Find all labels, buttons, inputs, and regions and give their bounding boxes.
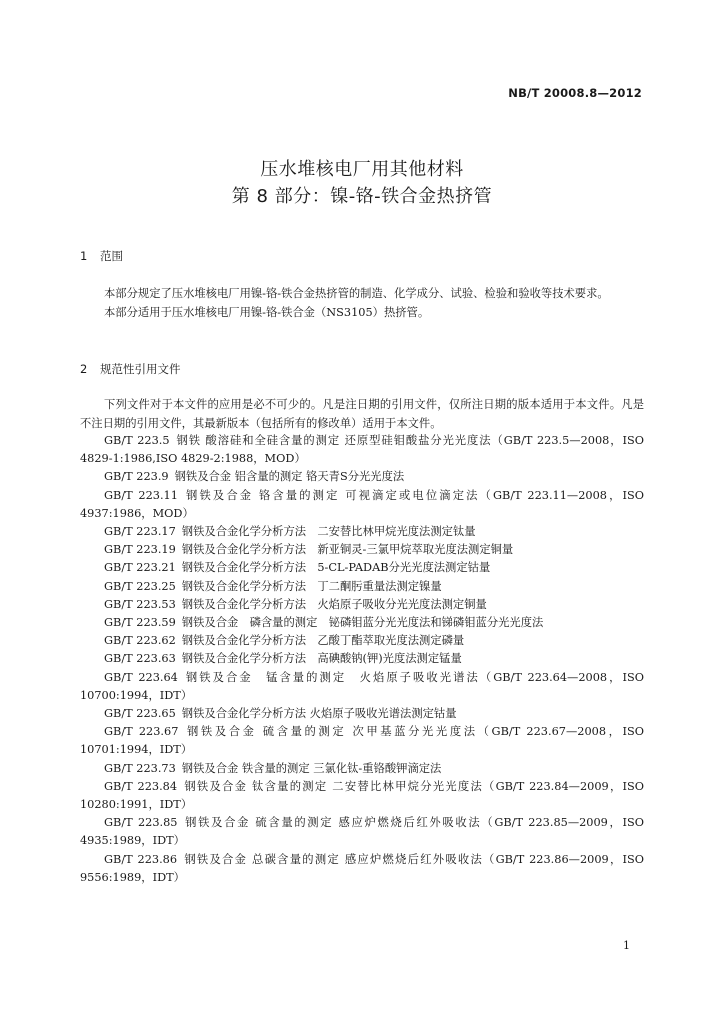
section-1-heading	[80, 248, 123, 264]
reference-item	[80, 669, 644, 705]
reference-title: 钢铁及合金 硫含量的测定 感应炉燃烧后红外吸收法（GB/T 223.85—2009，ISO 4935:1989，IDT）	[80, 816, 644, 848]
section-2-body	[80, 396, 644, 433]
reference-item	[80, 814, 644, 850]
document-title	[0, 156, 724, 210]
reference-code: GB/T 223.84	[104, 779, 178, 793]
reference-item	[80, 596, 644, 614]
reference-title: 钢铁及合金 铁含量的测定 三氯化钛-重铬酸钾滴定法	[181, 761, 442, 775]
standard-code: NB/T 20008.8—2012	[508, 86, 642, 100]
reference-item	[80, 723, 644, 759]
reference-code: GB/T 223.85	[104, 816, 178, 830]
reference-item	[80, 778, 644, 814]
reference-code: GB/T 223.86	[104, 852, 178, 866]
paragraph: 下列文件对于本文件的应用是必不可少的。凡是注日期的引用文件，仅所注日期的版本适用于本文件。凡是不注日期的引用文件，其最新版本（包括所有的修改单）适用于本文件。	[80, 398, 644, 430]
reference-code: GB/T 223.5	[104, 434, 170, 447]
section-2-heading	[80, 361, 181, 377]
reference-item	[80, 760, 644, 778]
reference-item	[80, 487, 644, 523]
reference-title: 钢铁及合金 铝含量的测定 铬天青S分光光度法	[174, 470, 405, 484]
reference-title: 钢铁及合金化学分析方法 5-CL-PADAB分光光度法测定钴量	[181, 561, 491, 575]
reference-code: GB/T 223.53	[104, 597, 176, 611]
reference-title: 钢铁及合金 钛含量的测定 二安替比林甲烷分光光度法（GB/T 223.84—2009，ISO 10280:1991，IDT）	[80, 779, 644, 812]
reference-title: 钢铁及合金 磷含量的测定 铋磷钼蓝分光光度法和锑磷钼蓝分光光度法	[181, 616, 544, 630]
reference-title: 钢铁及合金 硫含量的测定 次甲基蓝分光光度法（GB/T 223.67—2008，ISO 10701:1994，IDT）	[80, 725, 644, 757]
reference-title: 钢铁及合金化学分析方法 火焰原子吸收光谱法测定钴量	[181, 707, 457, 721]
reference-title: 钢铁及合金化学分析方法 二安替比林甲烷光度法测定钛量	[181, 525, 476, 539]
reference-code: GB/T 223.62	[104, 634, 176, 648]
reference-code: GB/T 223.9	[104, 470, 169, 484]
reference-code: GB/T 223.59	[104, 616, 176, 630]
reference-item	[80, 468, 644, 486]
reference-title: 钢铁 酸溶硅和全硅含量的测定 还原型硅钼酸盐分光光度法（GB/T 223.5—2008，ISO 4829-1:1986,ISO 4829-2:1988，MOD）	[80, 434, 644, 466]
section-1-body	[80, 285, 644, 322]
reference-code: GB/T 223.11	[104, 488, 178, 502]
title-line-2: 第 8 部分：镍-铬-铁合金热挤管	[231, 186, 493, 207]
reference-title: 钢铁及合金化学分析方法 丁二酮肟重量法测定镍量	[181, 579, 442, 593]
section-title: 范围	[100, 249, 123, 263]
reference-item	[80, 650, 644, 668]
reference-title: 钢铁及合金化学分析方法 乙酸丁酯萃取光度法测定磷量	[181, 634, 465, 648]
section-title: 规范性引用文件	[100, 362, 181, 376]
reference-code: GB/T 223.65	[104, 707, 176, 721]
reference-code: GB/T 223.73	[104, 761, 176, 775]
reference-list	[80, 432, 644, 887]
reference-code: GB/T 223.64	[104, 670, 178, 684]
page-number: 1	[623, 939, 630, 952]
paragraph: 本部分规定了压水堆核电厂用镍-铬-铁合金热挤管的制造、化学成分、试验、检验和验收等技术要求。	[104, 287, 609, 300]
reference-title: 钢铁及合金 总碳含量的测定 感应炉燃烧后红外吸收法（GB/T 223.86—2009，ISO 9556:1989，IDT）	[80, 852, 644, 884]
section-number: 2	[80, 362, 88, 376]
paragraph: 本部分适用于压水堆核电厂用镍-铬-铁合金（NS3105）热挤管。	[104, 305, 430, 319]
reference-title: 钢铁及合金化学分析方法 火焰原子吸收分光光度法测定铜量	[181, 597, 487, 611]
title-line-1: 压水堆核电厂用其他材料	[260, 159, 464, 180]
reference-code: GB/T 223.17	[104, 525, 176, 539]
reference-title: 钢铁及合金 铬含量的测定 可视滴定或电位滴定法（GB/T 223.11—2008，ISO 4937:1986，MOD）	[80, 488, 644, 520]
reference-item	[80, 559, 644, 577]
reference-item	[80, 705, 644, 723]
section-number: 1	[80, 249, 88, 263]
reference-code: GB/T 223.21	[104, 561, 176, 575]
reference-item	[80, 851, 644, 887]
reference-item	[80, 432, 644, 468]
reference-code: GB/T 223.25	[104, 579, 176, 593]
reference-item	[80, 632, 644, 650]
reference-item	[80, 614, 644, 632]
reference-code: GB/T 223.67	[104, 725, 179, 739]
reference-title: 钢铁及合金化学分析方法 新亚铜灵-三氯甲烷萃取光度法测定铜量	[181, 543, 514, 557]
reference-item	[80, 541, 644, 559]
reference-item	[80, 578, 644, 596]
reference-item	[80, 523, 644, 541]
reference-title: 钢铁及合金 锰含量的测定 火焰原子吸收光谱法（GB/T 223.64—2008，ISO 10700:1994，IDT）	[80, 670, 644, 702]
reference-code: GB/T 223.63	[104, 652, 176, 666]
reference-code: GB/T 223.19	[104, 543, 176, 557]
reference-title: 钢铁及合金化学分析方法 高碘酸钠(钾)光度法测定锰量	[181, 652, 462, 666]
